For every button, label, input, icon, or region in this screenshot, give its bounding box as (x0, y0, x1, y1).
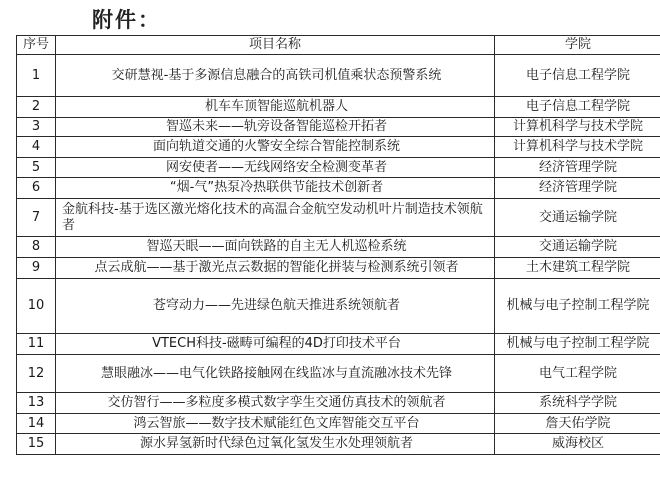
row-school: 詹天佑学院 (495, 414, 660, 434)
row-project-name: 源水昇氢新时代绿色过氧化氢发生水处理领航者 (56, 434, 495, 455)
row-number: 5 (17, 158, 56, 178)
row-project-name: 鸿云智旅——数字技术赋能红色文库智能交互平台 (56, 414, 495, 434)
project-table (16, 35, 660, 455)
table-row (17, 199, 660, 237)
row-number: 12 (17, 355, 56, 393)
table-row (17, 414, 660, 434)
row-number: 10 (17, 279, 56, 334)
row-school: 电子信息工程学院 (495, 55, 660, 97)
table-row (17, 334, 660, 355)
row-number: 13 (17, 393, 56, 414)
table-row (17, 178, 660, 199)
table-row (17, 158, 660, 178)
row-school: 计算机科学与技术学院 (495, 118, 660, 137)
row-school: 交通运输学院 (495, 237, 660, 258)
row-school: 土木建筑工程学院 (495, 258, 660, 279)
row-school: 机械与电子控制工程学院 (495, 334, 660, 355)
row-project-name: 点云成航——基于激光点云数据的智能化拼装与检测系统引领者 (56, 258, 495, 279)
row-school: 交通运输学院 (495, 199, 660, 237)
page-title: 附件： (92, 8, 161, 32)
row-project-name: 智巡未来——轨旁设备智能巡检开拓者 (56, 118, 495, 137)
row-number: 8 (17, 237, 56, 258)
row-number: 14 (17, 414, 56, 434)
table-row (17, 97, 660, 118)
table-row (17, 393, 660, 414)
row-school: 电子信息工程学院 (495, 97, 660, 118)
row-school: 经济管理学院 (495, 158, 660, 178)
table-row (17, 237, 660, 258)
row-number: 9 (17, 258, 56, 279)
row-project-name: “烟-气”热泵冷热联供节能技术创新者 (56, 178, 495, 199)
row-school: 威海校区 (495, 434, 660, 455)
table-row (17, 434, 660, 455)
row-number: 11 (17, 334, 56, 355)
row-project-name: 面向轨道交通的火警安全综合智能控制系统 (56, 137, 495, 158)
row-school: 计算机科学与技术学院 (495, 137, 660, 158)
row-number: 15 (17, 434, 56, 455)
row-number: 6 (17, 178, 56, 199)
row-project-name: 苍穹动力——先进绿色航天推进系统领航者 (56, 279, 495, 334)
row-project-name: 网安使者——无线网络安全检测变革者 (56, 158, 495, 178)
row-school: 经济管理学院 (495, 178, 660, 199)
header-project-name: 项目名称 (56, 36, 495, 55)
row-number: 3 (17, 118, 56, 137)
row-number: 1 (17, 55, 56, 97)
header-school: 学院 (495, 36, 660, 55)
row-project-name: 金航科技-基于选区激光熔化技术的高温合金航空发动机叶片制造技术领航者 (56, 199, 495, 237)
row-project-name: 交研慧视-基于多源信息融合的高铁司机值乘状态预警系统 (56, 55, 495, 97)
row-number: 2 (17, 97, 56, 118)
table-row (17, 355, 660, 393)
table-row (17, 118, 660, 137)
table-header-row (17, 36, 660, 55)
row-project-name: 智巡天眼——面向铁路的自主无人机巡检系统 (56, 237, 495, 258)
row-number: 7 (17, 199, 56, 237)
row-school: 电气工程学院 (495, 355, 660, 393)
table-row (17, 137, 660, 158)
header-number: 序号 (17, 36, 56, 55)
row-project-name: 慧眼融冰——电气化铁路接触网在线监冰与直流融冰技术先锋 (56, 355, 495, 393)
row-project-name: VTECH科技-磁畴可编程的4D打印技术平台 (56, 334, 495, 355)
table-row (17, 55, 660, 97)
row-project-name: 交仿智行——多粒度多模式数字孪生交通仿真技术的领航者 (56, 393, 495, 414)
row-school: 机械与电子控制工程学院 (495, 279, 660, 334)
table-row (17, 258, 660, 279)
row-number: 4 (17, 137, 56, 158)
row-school: 系统科学学院 (495, 393, 660, 414)
table-row (17, 279, 660, 334)
row-project-name: 机车车顶智能巡航机器人 (56, 97, 495, 118)
